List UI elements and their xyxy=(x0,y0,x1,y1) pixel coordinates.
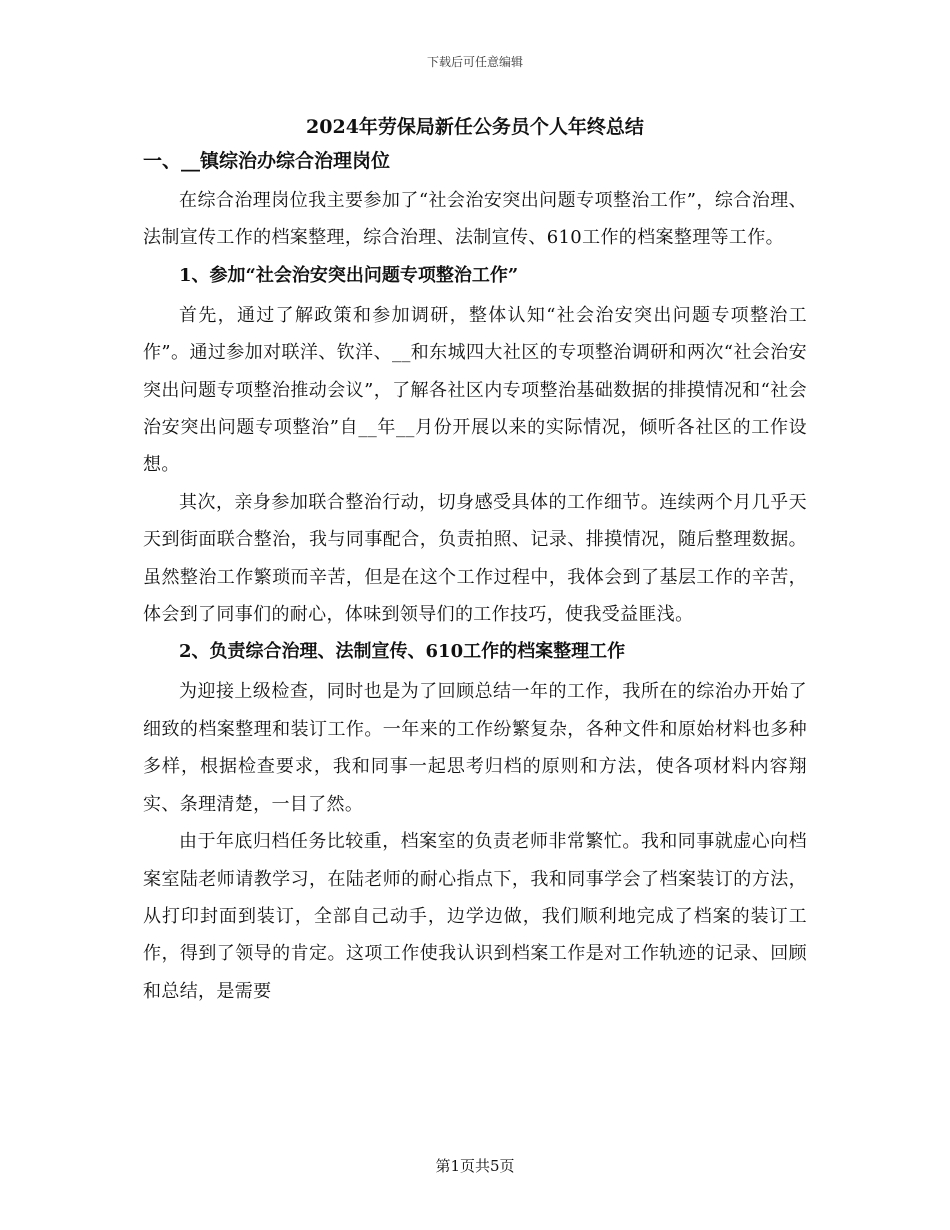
document-body xyxy=(143,112,807,1010)
section-heading-1: 一、__镇综治办综合治理岗位 xyxy=(143,150,391,172)
document-title: 2024年劳保局新任公务员个人年终总结 xyxy=(306,116,644,138)
subsection-2-paragraph-1: 为迎接上级检查，同时也是为了回顾总结一年的工作，我所在的综治办开始了细致的档案整理和装订工作。一年来的工作纷繁复杂，各种文件和原始材料也多种多样，根据检查要求，我和同事一起思考归档的原则和方法，使各项材料内容翔实、条理清楚，一目了然。 xyxy=(143,681,807,815)
subsection-1-paragraph-1: 首先，通过了解政策和参加调研，整体认知“社会治安突出问题专项整治工作”。通过参加对联洋、钦洋、__和东城四大社区的专项整治调研和两次“社会治安突出问题专项整治推动会议”，了解各社区内专项整治基础数据的排摸情况和“社会治安突出问题专项整治”自__年__月份开展以来的实际情况，倾听各社区的工作设想。 xyxy=(143,304,807,476)
page-footer: 第1页共5页 xyxy=(435,1157,515,1175)
subsection-1-paragraph-2: 其次，亲身参加联合整治行动，切身感受具体的工作细节。连续两个月几乎天天到街面联合整治，我与同事配合，负责拍照、记录、排摸情况，随后整理数据。虽然整治工作繁琐而辛苦，但是在这个工作过程中，我体会到了基层工作的辛苦，体会到了同事们的耐心，体味到领导们的工作技巧，使我受益匪浅。 xyxy=(143,491,807,626)
header-note: 下载后可任意编辑 xyxy=(426,55,523,69)
subsection-heading-1: 1、参加“社会治安突出问题专项整治工作” xyxy=(179,264,519,286)
subsection-2-paragraph-2: 由于年底归档任务比较重，档案室的负责老师非常繁忙。我和同事就虚心向档案室陆老师请教学习，在陆老师的耐心指点下，我和同事学会了档案装订的方法，从打印封面到装订，全部自己动手，边学边做，我们顺利地完成了档案的装订工作，得到了领导的肯定。这项工作使我认识到档案工作是对工作轨迹的记录、回顾和总结，是需要 xyxy=(143,831,807,1002)
subsection-heading-2: 2、负责综合治理、法制宣传、610工作的档案整理工作 xyxy=(179,641,626,663)
section-1-intro-paragraph: 在综合治理岗位我主要参加了“社会治安突出问题专项整治工作”，综合治理、法制宣传工作的档案整理，综合治理、法制宣传、610工作的档案整理等工作。 xyxy=(143,190,807,249)
